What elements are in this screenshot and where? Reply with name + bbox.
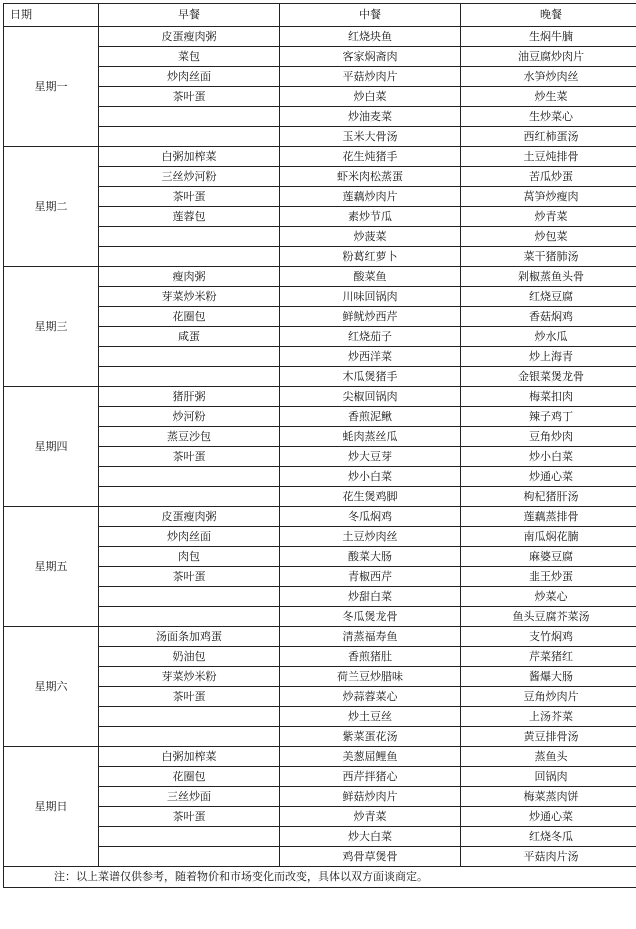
breakfast-item: 白粥加榨菜 xyxy=(99,147,280,167)
menu-row xyxy=(4,147,636,167)
menu-row xyxy=(4,547,636,567)
breakfast-item: 炒河粉 xyxy=(99,407,280,427)
dinner-item: 上汤芥菜 xyxy=(461,707,636,727)
menu-row xyxy=(4,827,636,847)
breakfast-item xyxy=(99,727,280,747)
weekly-menu-table xyxy=(3,3,636,888)
lunch-item: 紫菜蛋花汤 xyxy=(280,727,461,747)
header-row xyxy=(4,4,636,27)
dinner-item: 炒水瓜 xyxy=(461,327,636,347)
dinner-item: 红烧豆腐 xyxy=(461,287,636,307)
dinner-item: 香菇焖鸡 xyxy=(461,307,636,327)
dinner-item: 鱼头豆腐芥菜汤 xyxy=(461,607,636,627)
dinner-item: 苦瓜炒蛋 xyxy=(461,167,636,187)
day-label: 星期六 xyxy=(4,627,99,747)
lunch-item: 炒青菜 xyxy=(280,807,461,827)
day-label: 星期日 xyxy=(4,747,99,867)
lunch-item: 炒土豆丝 xyxy=(280,707,461,727)
day-label: 星期一 xyxy=(4,27,99,147)
menu-row xyxy=(4,287,636,307)
menu-row xyxy=(4,687,636,707)
lunch-item: 素炒节瓜 xyxy=(280,207,461,227)
menu-row xyxy=(4,847,636,867)
lunch-item: 鸡骨草煲骨 xyxy=(280,847,461,867)
menu-row xyxy=(4,627,636,647)
lunch-item: 香煎泥鳅 xyxy=(280,407,461,427)
menu-row xyxy=(4,447,636,467)
dinner-item: 水笋炒肉丝 xyxy=(461,67,636,87)
menu-row xyxy=(4,267,636,287)
dinner-item: 生焖牛腩 xyxy=(461,27,636,47)
breakfast-item: 白粥加榨菜 xyxy=(99,747,280,767)
dinner-item: 西红柿蛋汤 xyxy=(461,127,636,147)
breakfast-item: 炒肉丝面 xyxy=(99,67,280,87)
breakfast-item: 三丝炒面 xyxy=(99,787,280,807)
menu-row xyxy=(4,787,636,807)
breakfast-item xyxy=(99,587,280,607)
dinner-item: 菜干猪肺汤 xyxy=(461,247,636,267)
menu-row xyxy=(4,187,636,207)
dinner-item: 回锅肉 xyxy=(461,767,636,787)
menu-row xyxy=(4,67,636,87)
breakfast-item: 三丝炒河粉 xyxy=(99,167,280,187)
lunch-item: 炒小白菜 xyxy=(280,467,461,487)
menu-row xyxy=(4,247,636,267)
breakfast-item xyxy=(99,247,280,267)
note-row xyxy=(4,867,636,888)
menu-row xyxy=(4,467,636,487)
breakfast-item xyxy=(99,847,280,867)
day-label: 星期四 xyxy=(4,387,99,507)
menu-row xyxy=(4,607,636,627)
breakfast-item: 花圈包 xyxy=(99,767,280,787)
dinner-item: 辣子鸡丁 xyxy=(461,407,636,427)
dinner-item: 麻婆豆腐 xyxy=(461,547,636,567)
dinner-item: 酱爆大肠 xyxy=(461,667,636,687)
breakfast-item xyxy=(99,827,280,847)
menu-row xyxy=(4,367,636,387)
breakfast-item: 咸蛋 xyxy=(99,327,280,347)
lunch-item: 木瓜煲猪手 xyxy=(280,367,461,387)
lunch-item: 红烧茄子 xyxy=(280,327,461,347)
breakfast-item: 汤面条加鸡蛋 xyxy=(99,627,280,647)
dinner-item: 炒上海青 xyxy=(461,347,636,367)
menu-row xyxy=(4,507,636,527)
menu-row xyxy=(4,387,636,407)
dinner-item: 炒通心菜 xyxy=(461,807,636,827)
menu-row xyxy=(4,807,636,827)
lunch-item: 冬瓜焖鸡 xyxy=(280,507,461,527)
header-lunch: 中餐 xyxy=(280,4,461,27)
dinner-item: 油豆腐炒肉片 xyxy=(461,47,636,67)
breakfast-item: 茶叶蛋 xyxy=(99,807,280,827)
menu-row xyxy=(4,567,636,587)
lunch-item: 炒菠菜 xyxy=(280,227,461,247)
day-label: 星期二 xyxy=(4,147,99,267)
lunch-item: 清蒸福寿鱼 xyxy=(280,627,461,647)
dinner-item: 莴笋炒瘦肉 xyxy=(461,187,636,207)
breakfast-item: 茶叶蛋 xyxy=(99,87,280,107)
breakfast-item: 炒肉丝面 xyxy=(99,527,280,547)
dinner-item: 金银菜煲龙骨 xyxy=(461,367,636,387)
breakfast-item xyxy=(99,487,280,507)
dinner-item: 炒青菜 xyxy=(461,207,636,227)
dinner-item: 豆角炒肉 xyxy=(461,427,636,447)
menu-row xyxy=(4,27,636,47)
breakfast-item: 花圈包 xyxy=(99,307,280,327)
menu-row xyxy=(4,87,636,107)
lunch-item: 红烧块鱼 xyxy=(280,27,461,47)
lunch-item: 粉葛红萝卜 xyxy=(280,247,461,267)
breakfast-item: 蒸豆沙包 xyxy=(99,427,280,447)
lunch-item: 香煎猪肚 xyxy=(280,647,461,667)
dinner-item: 枸杞猪肝汤 xyxy=(461,487,636,507)
day-label: 星期五 xyxy=(4,507,99,627)
lunch-item: 荷兰豆炒腊味 xyxy=(280,667,461,687)
menu-row xyxy=(4,727,636,747)
lunch-item: 客家焖斋肉 xyxy=(280,47,461,67)
breakfast-item xyxy=(99,367,280,387)
lunch-item: 炒油麦菜 xyxy=(280,107,461,127)
menu-row xyxy=(4,167,636,187)
breakfast-item xyxy=(99,107,280,127)
lunch-item: 冬瓜煲龙骨 xyxy=(280,607,461,627)
lunch-item: 青椒西芹 xyxy=(280,567,461,587)
menu-row xyxy=(4,647,636,667)
dinner-item: 生炒菜心 xyxy=(461,107,636,127)
breakfast-item: 茶叶蛋 xyxy=(99,447,280,467)
breakfast-item xyxy=(99,607,280,627)
header-dinner: 晚餐 xyxy=(461,4,636,27)
breakfast-item xyxy=(99,227,280,247)
menu-row xyxy=(4,767,636,787)
dinner-item: 南瓜焖花腩 xyxy=(461,527,636,547)
lunch-item: 美葱屈鲤鱼 xyxy=(280,747,461,767)
breakfast-item: 莲蓉包 xyxy=(99,207,280,227)
dinner-item: 剁椒蒸鱼头骨 xyxy=(461,267,636,287)
breakfast-item: 奶油包 xyxy=(99,647,280,667)
menu-row xyxy=(4,107,636,127)
dinner-item: 炒通心菜 xyxy=(461,467,636,487)
menu-row xyxy=(4,327,636,347)
breakfast-item xyxy=(99,127,280,147)
header-breakfast: 早餐 xyxy=(99,4,280,27)
menu-row xyxy=(4,427,636,447)
dinner-item: 炒包菜 xyxy=(461,227,636,247)
breakfast-item xyxy=(99,467,280,487)
lunch-item: 鲜鱿炒西芹 xyxy=(280,307,461,327)
day-label: 星期三 xyxy=(4,267,99,387)
dinner-item: 蒸鱼头 xyxy=(461,747,636,767)
lunch-item: 花生煲鸡脚 xyxy=(280,487,461,507)
menu-row xyxy=(4,227,636,247)
lunch-item: 尖椒回锅肉 xyxy=(280,387,461,407)
lunch-item: 鲜菇炒肉片 xyxy=(280,787,461,807)
dinner-item: 梅菜扣肉 xyxy=(461,387,636,407)
dinner-item: 炒菜心 xyxy=(461,587,636,607)
lunch-item: 炒西洋菜 xyxy=(280,347,461,367)
breakfast-item: 菜包 xyxy=(99,47,280,67)
footnote: 注：以上菜谱仅供参考，随着物价和市场变化而改变，具体以双方面谈商定。 xyxy=(4,867,636,888)
dinner-item: 梅菜蒸肉饼 xyxy=(461,787,636,807)
lunch-item: 炒蒜蓉菜心 xyxy=(280,687,461,707)
lunch-item: 花生炖猪手 xyxy=(280,147,461,167)
lunch-item: 莲藕炒肉片 xyxy=(280,187,461,207)
menu-row xyxy=(4,307,636,327)
menu-row xyxy=(4,527,636,547)
header-date: 日期 xyxy=(4,4,99,27)
menu-row xyxy=(4,127,636,147)
menu-row xyxy=(4,407,636,427)
breakfast-item: 皮蛋瘦肉粥 xyxy=(99,27,280,47)
dinner-item: 豆角炒肉片 xyxy=(461,687,636,707)
menu-row xyxy=(4,707,636,727)
lunch-item: 酸菜大肠 xyxy=(280,547,461,567)
dinner-item: 芹菜猪红 xyxy=(461,647,636,667)
breakfast-item xyxy=(99,347,280,367)
dinner-item: 黄豆排骨汤 xyxy=(461,727,636,747)
breakfast-item: 猪肝粥 xyxy=(99,387,280,407)
dinner-item: 土豆炖排骨 xyxy=(461,147,636,167)
breakfast-item: 肉包 xyxy=(99,547,280,567)
menu-row xyxy=(4,667,636,687)
lunch-item: 蚝肉蒸丝瓜 xyxy=(280,427,461,447)
lunch-item: 土豆炒肉丝 xyxy=(280,527,461,547)
menu-body xyxy=(4,27,636,867)
lunch-item: 川味回锅肉 xyxy=(280,287,461,307)
lunch-item: 玉米大骨汤 xyxy=(280,127,461,147)
breakfast-item: 芽菜炒米粉 xyxy=(99,287,280,307)
breakfast-item: 芽菜炒米粉 xyxy=(99,667,280,687)
lunch-item: 虾米肉松蒸蛋 xyxy=(280,167,461,187)
dinner-item: 炒生菜 xyxy=(461,87,636,107)
dinner-item: 韭王炒蛋 xyxy=(461,567,636,587)
lunch-item: 酸菜鱼 xyxy=(280,267,461,287)
menu-row xyxy=(4,347,636,367)
breakfast-item: 茶叶蛋 xyxy=(99,187,280,207)
breakfast-item xyxy=(99,707,280,727)
menu-row xyxy=(4,47,636,67)
dinner-item: 支竹焖鸡 xyxy=(461,627,636,647)
lunch-item: 西芹拌猪心 xyxy=(280,767,461,787)
lunch-item: 平菇炒肉片 xyxy=(280,67,461,87)
lunch-item: 炒大白菜 xyxy=(280,827,461,847)
breakfast-item: 茶叶蛋 xyxy=(99,687,280,707)
lunch-item: 炒白菜 xyxy=(280,87,461,107)
dinner-item: 平菇肉片汤 xyxy=(461,847,636,867)
lunch-item: 炒大豆芽 xyxy=(280,447,461,467)
dinner-item: 莲藕蒸排骨 xyxy=(461,507,636,527)
menu-row xyxy=(4,487,636,507)
lunch-item: 炒甜白菜 xyxy=(280,587,461,607)
menu-row xyxy=(4,587,636,607)
breakfast-item: 茶叶蛋 xyxy=(99,567,280,587)
menu-row xyxy=(4,207,636,227)
dinner-item: 炒小白菜 xyxy=(461,447,636,467)
menu-row xyxy=(4,747,636,767)
breakfast-item: 皮蛋瘦肉粥 xyxy=(99,507,280,527)
dinner-item: 红烧冬瓜 xyxy=(461,827,636,847)
breakfast-item: 瘦肉粥 xyxy=(99,267,280,287)
